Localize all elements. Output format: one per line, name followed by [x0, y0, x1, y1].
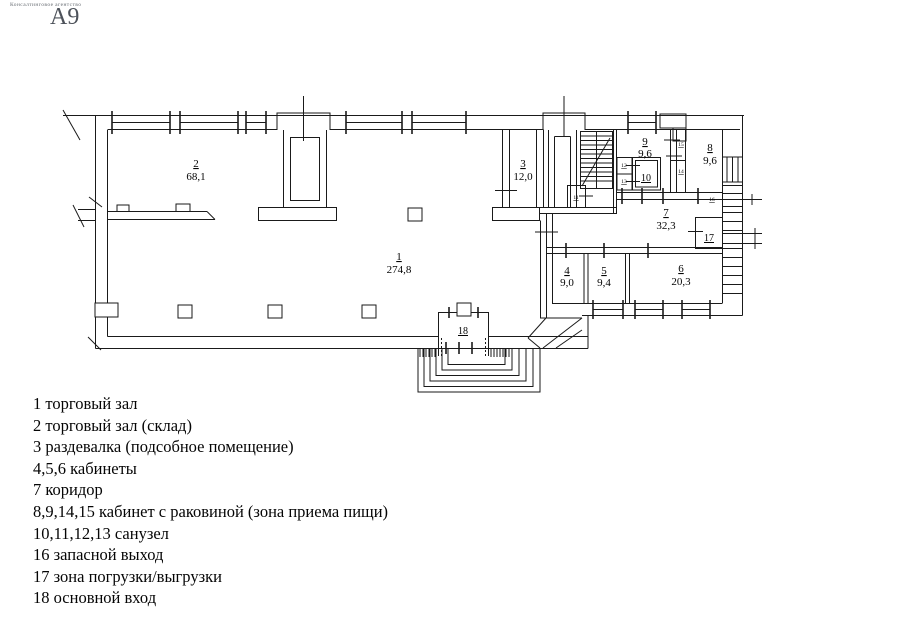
- room-10-number: 10: [641, 173, 651, 184]
- legend-item: 3 раздевалка (подсобное помещение): [33, 437, 294, 457]
- room-7-area: 32,3: [656, 220, 676, 232]
- legend-item: 4,5,6 кабинеты: [33, 458, 137, 478]
- room-9-number: 9: [642, 136, 648, 148]
- room-14-number: 14: [678, 169, 684, 175]
- room-13-number: 13: [621, 179, 627, 185]
- legend: [33, 393, 388, 609]
- legend-item: 1 торговый зал: [33, 394, 138, 413]
- room-3-number: 3: [520, 158, 526, 170]
- room-12-number: 12: [621, 163, 627, 169]
- room-9-area: 9,6: [638, 148, 652, 160]
- room-15-number: 15: [678, 142, 684, 148]
- room-11-number: 11: [573, 195, 579, 201]
- legend-item: 2 торговый зал (склад): [33, 415, 192, 435]
- room-18-number: 18: [458, 326, 468, 337]
- room-5-number: 5: [601, 265, 607, 277]
- room-7-number: 7: [663, 207, 669, 219]
- room-2-number: 2: [193, 158, 199, 170]
- legend-item: 17 зона погрузки/выгрузки: [33, 566, 222, 586]
- room-1-area: 274,8: [386, 264, 412, 276]
- room-3-area: 12,0: [513, 171, 533, 183]
- agency-logo: А9: [50, 4, 80, 30]
- room-17-number: 17: [704, 233, 714, 244]
- agency-name: Консалтинговое агентство: [10, 2, 82, 8]
- room-16-number: 16: [709, 197, 715, 203]
- legend-item: 8,9,14,15 кабинет с раковиной (зона приема пищи): [33, 501, 389, 521]
- legend-item: 16 запасной выход: [33, 545, 164, 565]
- legend-item: 7 коридор: [33, 480, 103, 500]
- room-8-area: 9,6: [703, 155, 717, 167]
- legend-item: 18 основной вход: [33, 588, 157, 608]
- room-6-number: 6: [678, 263, 684, 275]
- room-6-area: 20,3: [671, 276, 691, 288]
- room-5-area: 9,4: [597, 277, 611, 289]
- room-2-area: 68,1: [186, 171, 206, 183]
- room-8-number: 8: [707, 142, 713, 154]
- room-4-area: 9,0: [560, 277, 574, 289]
- room-4-number: 4: [564, 265, 570, 277]
- legend-item: 10,11,12,13 санузел: [33, 523, 169, 543]
- room-1-number: 1: [396, 251, 402, 263]
